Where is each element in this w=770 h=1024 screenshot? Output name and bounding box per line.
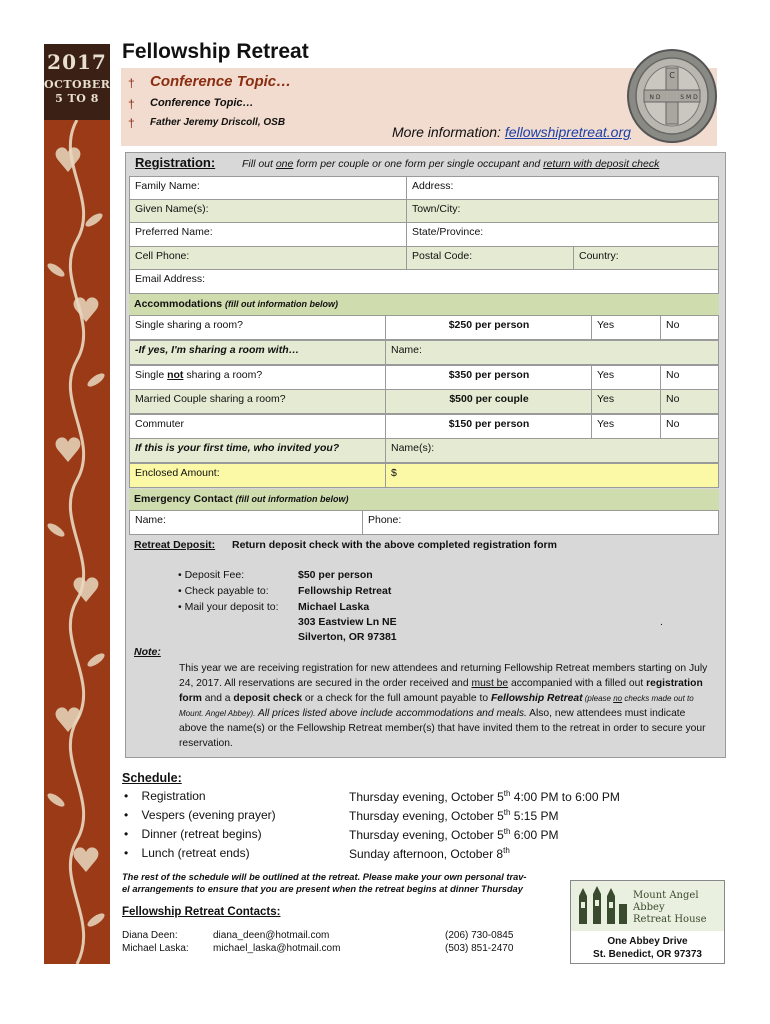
- cell-phone-field[interactable]: Cell Phone:: [129, 246, 409, 271]
- decorative-sidebar: [44, 44, 110, 964]
- schedule-heading: Schedule:: [122, 771, 182, 785]
- abbey-address: One Abbey Drive St. Benedict, OR 97373: [593, 936, 702, 960]
- commuter-price: $150 per person: [385, 414, 593, 439]
- abbey-building-icon: [577, 886, 629, 926]
- month-label: OCTOBER: [44, 78, 110, 91]
- sharing-with-label: -If yes, I'm sharing a room with…: [129, 340, 387, 365]
- single-not-sharing-yes[interactable]: Yes: [591, 365, 661, 390]
- cross-bullet: †: [128, 76, 135, 90]
- medal-letters-left: N D: [649, 94, 661, 101]
- emergency-name-field[interactable]: Name:: [129, 510, 365, 535]
- schedule-item: • Vespers (evening prayer): [124, 808, 276, 822]
- deposit-heading: Retreat Deposit:: [134, 539, 216, 551]
- inviter-names-field[interactable]: Name(s):: [385, 438, 719, 463]
- registration-heading: Registration:: [135, 155, 216, 170]
- deposit-fee-value: $50 per person: [298, 569, 373, 581]
- contact-email[interactable]: diana_deen@hotmail.com: [213, 930, 330, 941]
- address-field[interactable]: Address:: [406, 176, 719, 201]
- deposit-instruction: Return deposit check with the above completed registration form: [232, 539, 557, 551]
- stray-dot: .: [660, 616, 663, 628]
- year-label: 2017: [47, 50, 107, 74]
- commuter-no[interactable]: No: [660, 414, 719, 439]
- mail-address-line1: 303 Eastview Ln NE: [298, 616, 397, 628]
- more-info-label: More information:: [392, 124, 505, 140]
- given-names-field[interactable]: Given Name(s):: [129, 199, 409, 224]
- emergency-phone-field[interactable]: Phone:: [362, 510, 719, 535]
- schedule-item: • Lunch (retreat ends): [124, 846, 250, 860]
- note-heading: Note:: [134, 646, 161, 658]
- contact-name: Diana Deen:: [122, 930, 178, 941]
- married-couple-no[interactable]: No: [660, 389, 719, 414]
- married-couple-price: $500 per couple: [385, 389, 593, 414]
- postal-code-field[interactable]: Postal Code:: [406, 246, 575, 271]
- single-sharing-no[interactable]: No: [660, 315, 719, 340]
- schedule-time: Thursday evening, October 5th 4:00 PM to 6:00 PM: [349, 789, 620, 804]
- cross-bullet: †: [128, 116, 135, 130]
- commuter-label: Commuter: [129, 414, 387, 439]
- roommate-name-field[interactable]: Name:: [385, 340, 719, 365]
- town-city-field[interactable]: Town/City:: [406, 199, 719, 224]
- floral-ornament-icon: [44, 120, 110, 964]
- topic-item: Conference Topic…: [150, 73, 292, 90]
- schedule-footnote-line1: The rest of the schedule will be outlined at the retreat. Please make your own personal trav-: [122, 872, 527, 882]
- schedule-item: • Dinner (retreat begins): [124, 827, 262, 841]
- more-info: [392, 124, 631, 140]
- single-sharing-price: $250 per person: [385, 315, 593, 340]
- married-couple-label: Married Couple sharing a room?: [129, 389, 387, 414]
- commuter-yes[interactable]: Yes: [591, 414, 661, 439]
- contact-name: Michael Laska:: [122, 943, 189, 954]
- contact-phone: (206) 730-0845: [445, 930, 514, 941]
- schedule-item: • Registration: [124, 789, 206, 803]
- schedule-time: Sunday afternoon, October 8th: [349, 846, 510, 861]
- single-not-sharing-no[interactable]: No: [660, 365, 719, 390]
- state-province-field[interactable]: State/Province:: [406, 222, 719, 247]
- emergency-contact-header: Emergency Contact (fill out information below): [129, 489, 719, 510]
- accommodations-header: Accommodations (fill out information below): [129, 294, 719, 315]
- mail-deposit-label: • Mail your deposit to:: [178, 601, 279, 613]
- schedule-time: Thursday evening, October 5th 6:00 PM: [349, 827, 559, 842]
- page-title: Fellowship Retreat: [122, 40, 309, 63]
- topic-item: Conference Topic…: [150, 97, 254, 109]
- schedule-time: Thursday evening, October 5th 5:15 PM: [349, 808, 559, 823]
- medal-letter-top: C: [669, 71, 675, 80]
- registration-instructions: Fill out one form per couple or one form per single occupant and return with deposit check: [242, 158, 660, 170]
- cross-bullet: †: [128, 97, 135, 111]
- contacts-heading: Fellowship Retreat Contacts:: [122, 906, 281, 918]
- abbey-address-box: [570, 880, 725, 964]
- enclosed-amount-label: Enclosed Amount:: [129, 463, 387, 488]
- country-field[interactable]: Country:: [573, 246, 719, 271]
- single-not-sharing-label: Single not sharing a room?: [129, 365, 387, 390]
- preferred-name-field[interactable]: Preferred Name:: [129, 222, 409, 247]
- mail-address-line2: Silverton, OR 97381: [298, 631, 397, 643]
- schedule-footnote-line2: el arrangements to ensure that you are present when the retreat begins at dinner Thursday: [122, 884, 523, 894]
- contact-phone: (503) 851-2470: [445, 943, 514, 954]
- single-sharing-label: Single sharing a room?: [129, 315, 387, 340]
- deposit-fee-label: • Deposit Fee:: [178, 569, 245, 581]
- check-payable-value: Fellowship Retreat: [298, 585, 392, 597]
- single-sharing-yes[interactable]: Yes: [591, 315, 661, 340]
- date-block: [44, 44, 110, 120]
- check-payable-label: • Check payable to:: [178, 585, 269, 597]
- abbey-logo: [571, 881, 724, 931]
- family-name-field[interactable]: Family Name:: [129, 176, 409, 201]
- enclosed-amount-field[interactable]: $: [385, 463, 719, 488]
- dates-label: 5 TO 8: [55, 92, 99, 105]
- first-time-label: If this is your first time, who invited you?: [129, 438, 387, 463]
- married-couple-yes[interactable]: Yes: [591, 389, 661, 414]
- abbey-logo-text: Mount Angel Abbey Retreat House: [633, 890, 707, 925]
- medal-letters-right: S M D: [680, 94, 698, 101]
- note-body: This year we are receiving registration for new attendees and returning Fellowship Retreat members starting on July 24, 2017. All reservations are secured in the order received and must be accompanied with a filled out registration form and a deposit check or a check for the full amount payable to Fellowship Retreat (please no checks made out to Mount. Angel Abbey). All prices listed above include accommodations and meals. Also, new attendees must indicate above the name(s) or the Fellowship Retreat member(s) that have invited them to the retreat in order to secure your reservation.: [179, 663, 708, 749]
- st-benedict-medal-icon: [626, 48, 718, 144]
- email-field[interactable]: Email Address:: [129, 269, 719, 294]
- single-not-sharing-price: $350 per person: [385, 365, 593, 390]
- speaker-name: Father Jeremy Driscoll, OSB: [150, 117, 286, 128]
- website-link[interactable]: fellowshipretreat.org: [504, 124, 631, 140]
- contact-email[interactable]: michael_laska@hotmail.com: [213, 943, 341, 954]
- mail-deposit-name: Michael Laska: [298, 601, 370, 613]
